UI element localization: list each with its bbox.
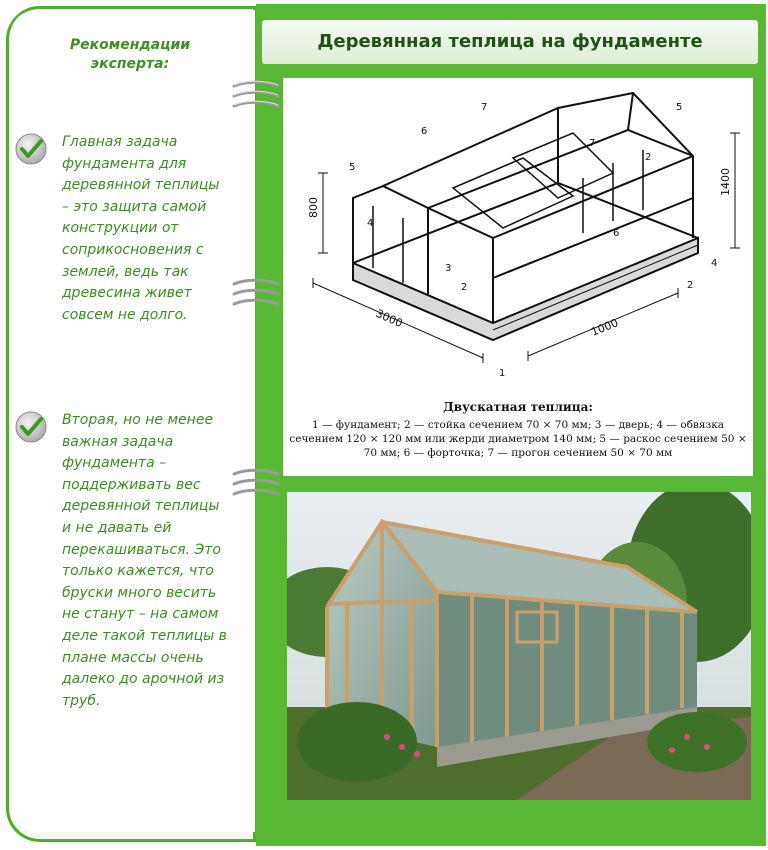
callout-label: 6 (613, 228, 620, 239)
greenhouse-photo (287, 492, 751, 800)
callout-label: 6 (421, 126, 428, 137)
diagram-caption-title: Двускатная теплица: (443, 400, 593, 414)
spiral-ring-icon (228, 78, 282, 118)
tip-text: Главная задача фундамента для деревянной теплицы – это защита самой конструкции от соприкосновения с землей, ведь так древесина живет совсем не долго. (62, 134, 220, 323)
greenhouse-drawing (283, 78, 753, 398)
callout-label: 4 (367, 218, 374, 229)
callout-label: 5 (349, 162, 356, 173)
greenhouse-photo-image (287, 492, 751, 800)
callout-label: 3 (445, 263, 452, 274)
title-bar (262, 20, 758, 64)
callout-label: 7 (589, 138, 596, 149)
callout-label: 4 (711, 258, 718, 269)
tip-text: Вторая, но не менее важная задача фундамента – поддерживать вес деревянной теплицы и не давать ей перекашиваться. Это только кажется, что бруски много весить не станут – на самом деле такой теплицы в плане массы очень далеко до арочной из труб. (62, 412, 227, 709)
expert-title: Рекомендации эксперта: (69, 37, 191, 72)
dim-height-right: 1400 (719, 168, 732, 196)
callout-label: 2 (687, 280, 694, 291)
diagram-caption-text: 1 — фундамент; 2 — стойка сечением 70 × 70 мм; 3 — дверь; 4 — обвязка сечением 120 × 120 мм или жерди диаметром 140 мм; 5 — раскос сечением 50 × 70 мм; 6 — форточка; 7 — прогон сечением 50 × 70 мм (289, 419, 747, 459)
spiral-ring-icon (228, 466, 282, 506)
checkmark-icon (14, 410, 48, 444)
dim-height-left: 800 (307, 197, 320, 218)
checkmark-icon (14, 132, 48, 166)
dim-length: 3000 (373, 306, 405, 331)
callout-label: 2 (645, 152, 652, 163)
dim-width: 1000 (589, 316, 621, 339)
greenhouse-diagram (283, 78, 753, 476)
callout-label: 1 (499, 368, 506, 379)
callout-label: 2 (461, 282, 468, 293)
callout-label: 5 (676, 102, 683, 113)
page-title: Деревянная теплица на фундаменте (317, 31, 703, 52)
callout-label: 7 (481, 102, 488, 113)
spiral-ring-icon (228, 276, 282, 316)
